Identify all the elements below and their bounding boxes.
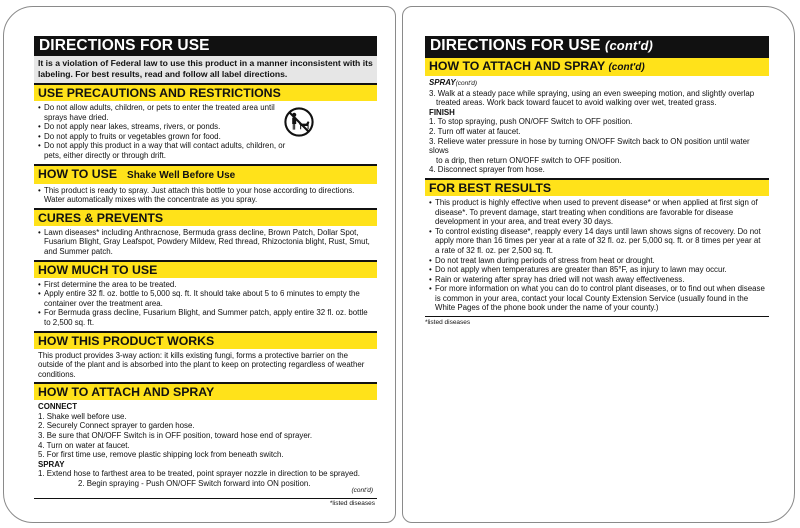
step-item: 3. Walk at a steady pace while spraying, using an even sweeping motion, and slightly overlap xyxy=(429,88,755,98)
attach-contd-body xyxy=(425,76,769,178)
section-heading-attach-contd xyxy=(425,56,769,76)
no-children-pets-icon xyxy=(283,106,315,138)
attach-contd-suffix: (cont'd) xyxy=(608,62,645,73)
section-heading-cures: CURES & PREVENTS xyxy=(34,208,377,226)
how-to-use-body xyxy=(34,184,377,208)
precautions-list xyxy=(38,103,297,161)
page-title: DIRECTIONS FOR USE xyxy=(34,36,377,56)
finish-label: FINISH xyxy=(429,107,455,117)
footnote: *listed diseases xyxy=(425,319,471,327)
continued-note: (cont'd) xyxy=(351,486,373,494)
section-heading-attach: HOW TO ATTACH AND SPRAY xyxy=(34,382,377,400)
precautions-body xyxy=(34,101,377,164)
left-content xyxy=(34,36,377,508)
list-item: • Do not apply near lakes, streams, rivers, or ponds. xyxy=(38,122,297,132)
list-item: • For more information on what you can do to control plant diseases, or to find out when disease is common in your area, contact your local County Extension Service (usually found in the White Pages of the phone book under the name of your county.) xyxy=(429,284,765,313)
step-item: 3. Be sure that ON/OFF Switch is in OFF position, toward hose end of sprayer. xyxy=(38,431,313,441)
federal-law-warning: It is a violation of Federal law to use this product in a manner inconsistent with its labeling. For best results, read and follow all label directions. xyxy=(34,56,377,83)
section-heading-how-much: HOW MUCH TO USE xyxy=(34,260,377,278)
attach-body xyxy=(34,400,377,499)
step-item-cont: to a drip, then return ON/OFF switch to OFF position. xyxy=(436,155,622,165)
shake-well-note: Shake Well Before Use xyxy=(127,169,236,181)
step-item: 2. Begin spraying - Push ON/OFF Switch forward into ON position. xyxy=(78,479,311,489)
list-item: • Apply entire 32 fl. oz. bottle to 5,000 sq. ft. It should take about 5 to 6 minutes to empty the container over the treatment area. xyxy=(38,289,373,308)
how-to-use-title: HOW TO USE xyxy=(38,166,118,181)
list-item: • Do not apply to fruits or vegetables grown for food. xyxy=(38,132,297,142)
step-item-cont: treated areas. Work back toward faucet to avoid walking over wet, treated grass. xyxy=(436,98,717,108)
list-item: • Lawn diseases* including Anthracnose, Bermuda grass decline, Brown Patch, Dollar Spot, Fusarium Blight, Gray Leafspot, Powdery Mildew, Red thread, Rhizoctonia blight, Rust, Smut, and Summer patch. xyxy=(38,228,373,257)
section-heading-how-to-use xyxy=(34,164,377,184)
step-item: 1. Extend hose to farthest area to be treated, point sprayer nozzle in direction to be sprayed. xyxy=(38,469,360,479)
list-item: • Do not treat lawn during periods of stress from heat or drought. xyxy=(429,256,765,266)
best-results-body xyxy=(425,196,769,317)
step-item: 4. Turn on water at faucet. xyxy=(38,440,130,450)
step-item: 2. Securely Connect sprayer to garden hose. xyxy=(38,421,195,431)
list-item: • To control existing disease*, reapply every 14 days until lawn shows signs of recovery. Do not apply more than 16 times per year at a rate of 32 fl. oz. per 5,000 sq. ft. or 8 times per year at a rate of 32 fl. oz. per 2,500 sq. ft. xyxy=(429,227,765,256)
how-much-body xyxy=(34,278,377,331)
list-item: • This product is ready to spray. Just attach this bottle to your hose according to directions. Water automatically mixes with the concentrate as you spray. xyxy=(38,186,373,205)
spray-label: SPRAY(cont'd) xyxy=(429,78,478,87)
list-item: • This product is highly effective when used to prevent disease* or when applied at first sign of disease*. To prevent damage, start treating when conditions are favorable for disease development in your area, and treat every 30 days. xyxy=(429,198,765,227)
step-item: 1. To stop spraying, push ON/OFF Switch to OFF position. xyxy=(429,117,633,127)
connect-label: CONNECT xyxy=(38,402,78,412)
step-item: 1. Shake well before use. xyxy=(38,411,127,421)
attach-contd-title: HOW TO ATTACH AND SPRAY xyxy=(429,59,606,73)
page-title-suffix: (cont'd) xyxy=(605,38,653,53)
label-page-right xyxy=(402,6,795,523)
section-heading-precautions: USE PRECAUTIONS AND RESTRICTIONS xyxy=(34,83,377,101)
step-item: 3. Relieve water pressure in hose by turning ON/OFF Switch back to ON position until water slows xyxy=(429,136,750,156)
step-item: 5. For first time use, remove plastic shipping lock from beneath switch. xyxy=(38,450,284,460)
list-item: • First determine the area to be treated. xyxy=(38,280,373,290)
page-title-text: DIRECTIONS FOR USE xyxy=(430,37,601,54)
list-item: • Do not apply this product in a way that will contact adults, children, or pets, either directly or through drift. xyxy=(38,141,297,160)
right-content xyxy=(425,36,769,327)
footnote: *listed diseases xyxy=(329,500,375,508)
how-works-body: This product provides 3-way action: it kills existing fungi, forms a protective barrier on the outside of the plant and is absorbed into the plant to keep on protecting regardless of weather conditions. xyxy=(38,350,365,379)
list-item: • For Bermuda grass decline, Fusarium Blight, and Summer patch, apply entire 32 fl. oz. bottle to 2,500 sq. ft. xyxy=(38,308,373,327)
section-heading-best-results: FOR BEST RESULTS xyxy=(425,178,769,196)
cures-body xyxy=(34,226,377,260)
step-item: 2. Turn off water at faucet. xyxy=(429,126,521,136)
page-title xyxy=(425,36,769,56)
list-item: • Do not allow adults, children, or pets to enter the treated area until sprays have dried. xyxy=(38,103,297,122)
list-item: • Rain or watering after spray has dried will not wash away effectiveness. xyxy=(429,275,765,285)
spray-label: SPRAY xyxy=(38,459,65,469)
label-page-left xyxy=(3,6,396,523)
step-item: 4. Disconnect sprayer from hose. xyxy=(429,165,545,175)
list-item: • Do not apply when temperatures are greater than 85°F, as injury to lawn may occur. xyxy=(429,265,765,275)
section-heading-how-works: HOW THIS PRODUCT WORKS xyxy=(34,331,377,349)
